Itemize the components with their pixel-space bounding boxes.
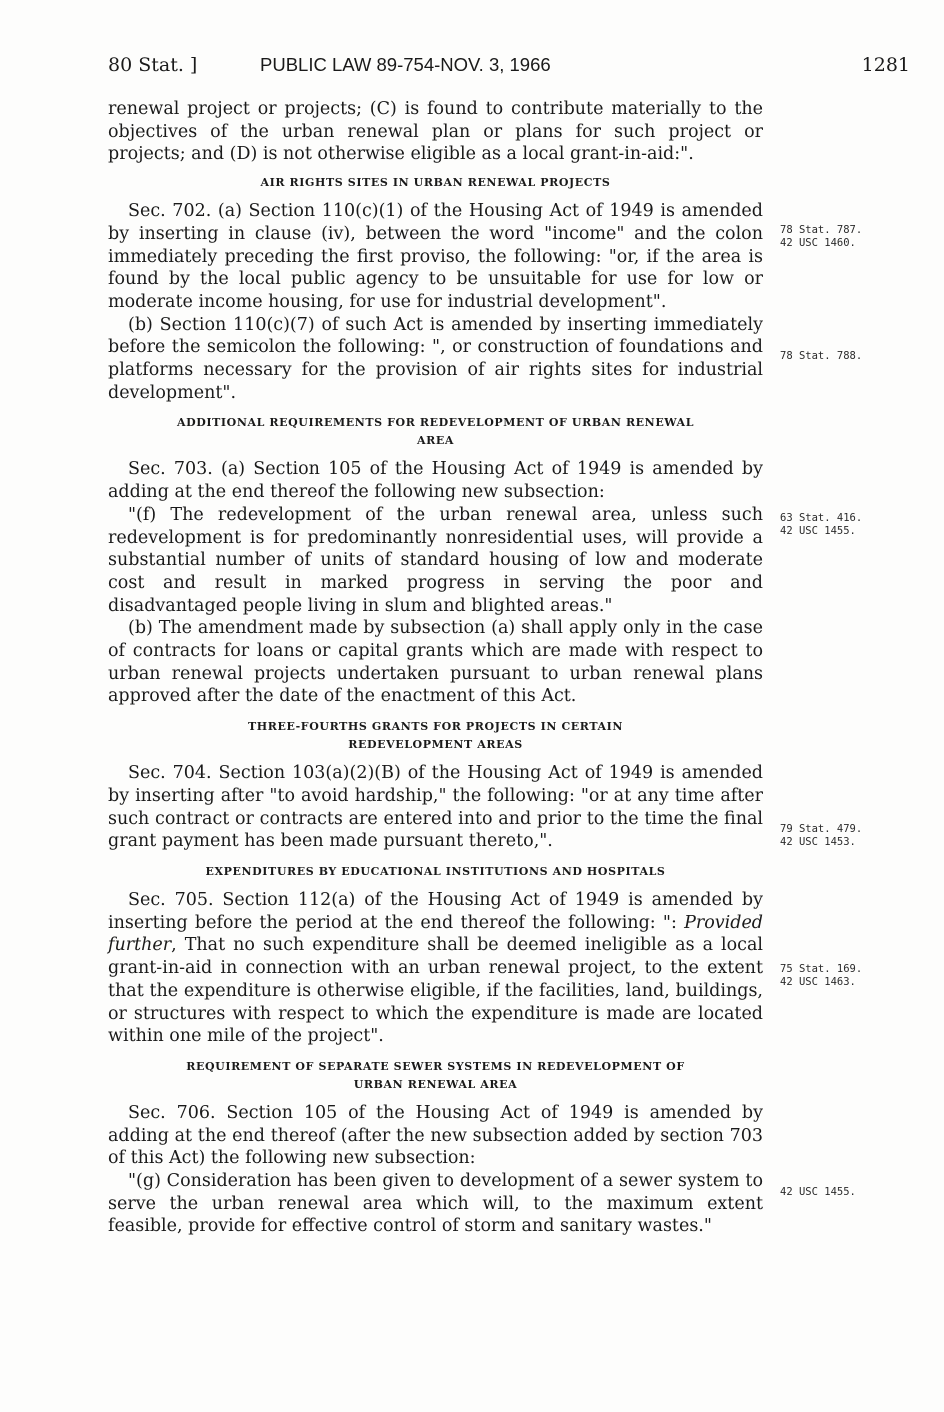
page-body: [108, 98, 763, 1238]
paragraph-sec-706: Sec. 706. Section 105 of the Housing Act of 1949 is amended by adding at the end thereof (after the new subsection added by section 703 of this Act) the following new subsection:: [108, 1102, 763, 1169]
margin-note: 79 Stat. 479. 42 USC 1453.: [780, 823, 863, 848]
heading-sec-704-line1: THREE-FOURTHS GRANTS FOR PROJECTS IN CERTAIN: [247, 720, 624, 734]
heading-sec-704-line2: REDEVELOPMENT AREAS: [348, 738, 523, 752]
margin-note: 75 Stat. 169. 42 USC 1463.: [780, 963, 863, 988]
paragraph-sec-706g: "(g) Consideration has been given to development of a sewer system to serve the urban renewal area which will, to the maximum extent feasible, provide for effective control of storm and sanitary wastes.": [108, 1171, 763, 1237]
heading-sec-706-line1: REQUIREMENT OF SEPARATE SEWER SYSTEMS IN REDEVELOPMENT OF: [186, 1059, 685, 1073]
paragraph-sec-704: Sec. 704. Section 103(a)(2)(B) of the Housing Act of 1949 is amended by inserting after "to avoid hardship," the following: "or at any time after such contract or contracts are entered into and prior to the time the final grant payment has been made pursuant thereto,".: [108, 763, 763, 852]
paragraph-sec-703a: Sec. 703. (a) Section 105 of the Housing Act of 1949 is amended by adding at the end thereof the following new subsection:: [108, 459, 763, 503]
paragraph-sec-702b: (b) Section 110(c)(7) of such Act is amended by inserting immediately before the semicolon the following: ", or construction of foundations and platforms necessary for the provision of air rights sites for industrial development".: [108, 314, 763, 403]
paragraph-sec-703f: "(f) The redevelopment of the urban renewal area, unless such redevelopment is for predominantly nonresidential uses, will provide a substantial number of units of standard housing of low and moderate cost and result in marked progress in serving the poor and disadvantaged people living in slum and blighted areas.": [108, 504, 763, 616]
heading-sec-702: AIR RIGHTS SITES IN URBAN RENEWAL PROJECTS: [260, 176, 611, 190]
margin-note: 78 Stat. 788.: [780, 350, 863, 362]
paragraph-intro: renewal project or projects; (C) is found to contribute materially to the objectives of the urban renewal plan or plans for such project or projects; and (D) is not otherwise eligible as a local grant-in-aid:".: [108, 99, 763, 165]
sec-705-proviso-italic: Provided further: [108, 912, 763, 956]
heading-sec-705: EXPENDITURES BY EDUCATIONAL INSTITUTIONS AND HOSPITALS: [205, 864, 666, 878]
heading-sec-703-line2: AREA: [417, 434, 454, 448]
paragraph-sec-703b: (b) The amendment made by subsection (a) shall apply only in the case of contracts for loans or capital grants which are made with respect to urban renewal projects undertaken pursuant to urban renewal plans approved after the date of the enactment of this Act.: [108, 618, 763, 707]
margin-note: 63 Stat. 416. 42 USC 1455.: [780, 512, 863, 537]
paragraph-sec-702a: Sec. 702. (a) Section 110(c)(1) of the Housing Act of 1949 is amended by inserting in clause (iv), between the word "income" and the colon immediately preceding the first proviso, the following: "or, if the area is found by the local public agency to be unsuitable for use for low or moderate income housing, for use for industrial development".: [108, 201, 763, 312]
margin-note: 78 Stat. 787. 42 USC 1460.: [780, 224, 863, 249]
page-header: [108, 54, 910, 82]
header-title: PUBLIC LAW 89-754-NOV. 3, 1966: [260, 54, 551, 75]
header-stat-reference: 80 Stat. ]: [108, 54, 198, 76]
sec-705-text-start: Sec. 705. Section 112(a) of the Housing Act of 1949 is amended by inserting before the period at the end thereof the following: ":: [108, 889, 763, 933]
paragraph-sec-705: [108, 889, 763, 1048]
page-number: 1281: [861, 54, 910, 76]
margin-note: 42 USC 1455.: [780, 1186, 856, 1198]
heading-sec-706-line2: URBAN RENEWAL AREA: [353, 1077, 518, 1091]
sec-705-text-end: , That no such expenditure shall be deemed ineligible as a local grant-in-aid in connection with an urban renewal project, to the extent that the expenditure is otherwise eligible, if the facilities, land, buildings, or structures with respect to which the expenditure is made are located within one mile of the project".: [108, 935, 763, 1047]
heading-sec-703-line1: ADDITIONAL REQUIREMENTS FOR REDEVELOPMENT OF URBAN RENEWAL: [176, 416, 695, 430]
